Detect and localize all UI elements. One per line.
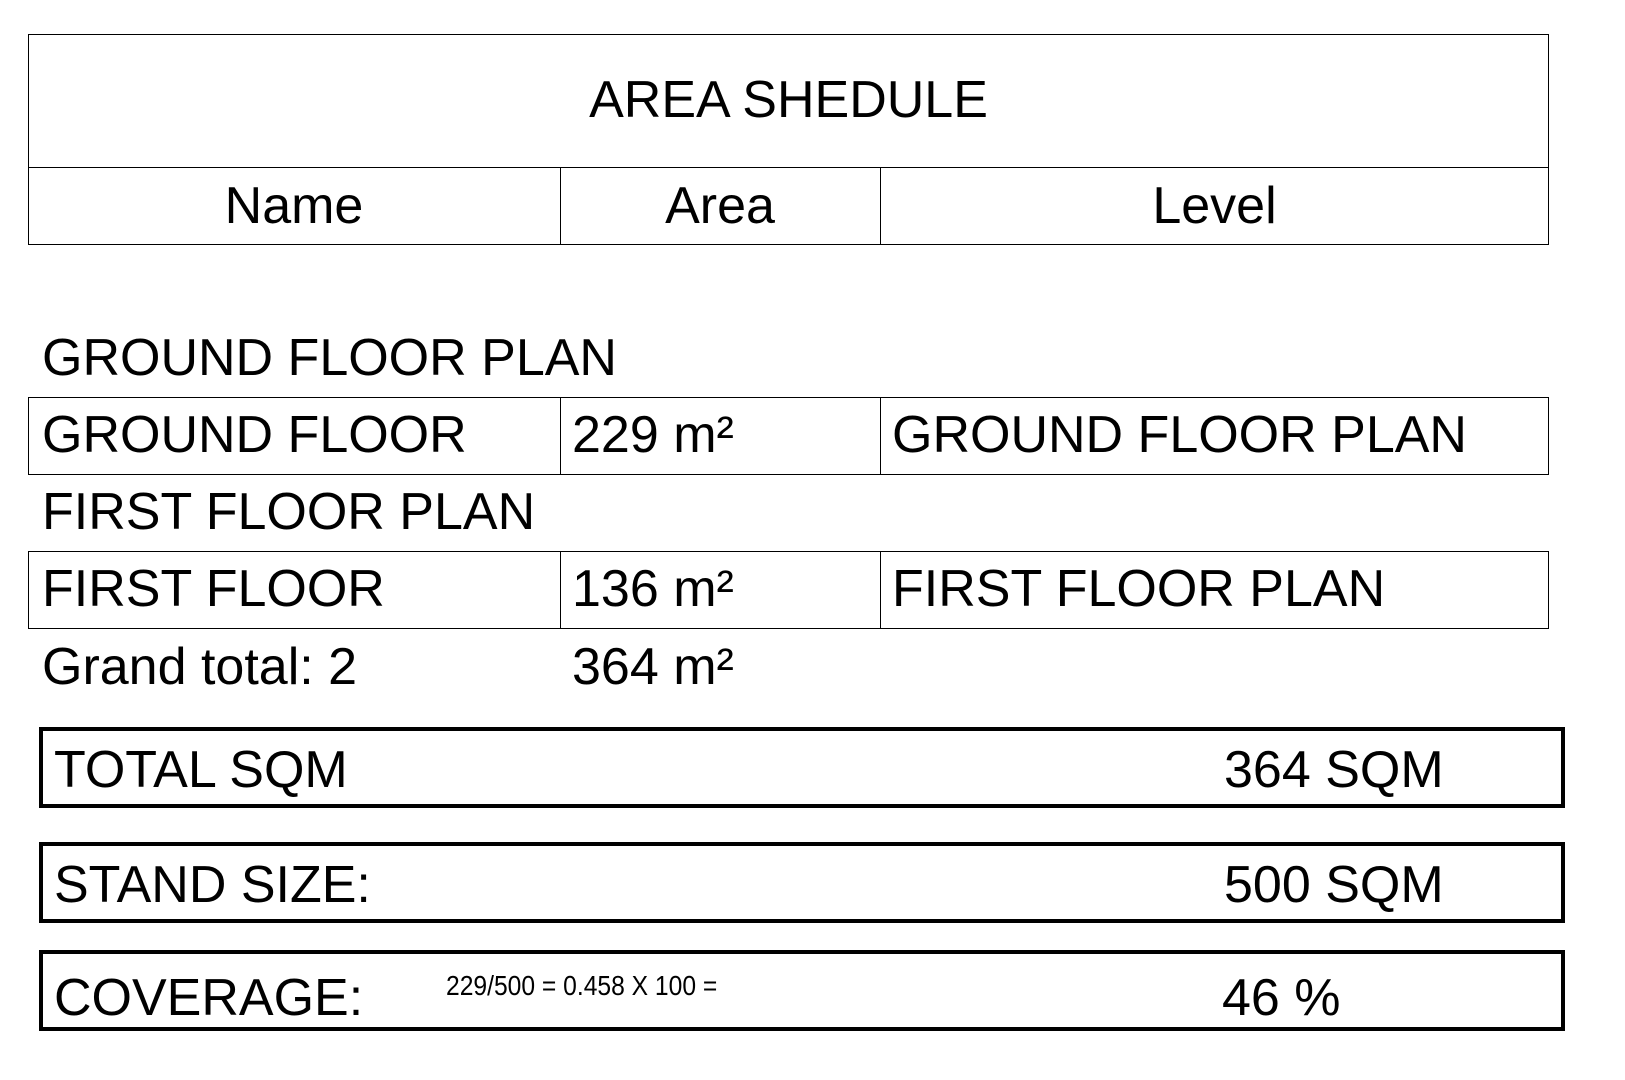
cell-ground-area: 229 m² — [572, 406, 734, 464]
total-sqm-label: TOTAL SQM — [54, 741, 348, 799]
row-ground-divider-2 — [880, 397, 881, 475]
coverage-value: 46 % — [1222, 969, 1341, 1027]
cell-first-level: FIRST FLOOR PLAN — [892, 560, 1386, 618]
row-first-divider-1 — [560, 551, 561, 629]
cell-first-area: 136 m² — [572, 560, 734, 618]
title-divider — [28, 167, 1549, 168]
total-sqm-value: 364 SQM — [1224, 741, 1444, 799]
schedule-title: AREA SHEDULE — [589, 71, 988, 129]
stand-size-value: 500 SQM — [1224, 856, 1444, 914]
cell-ground-level: GROUND FLOOR PLAN — [892, 406, 1467, 464]
coverage-label: COVERAGE: — [54, 969, 364, 1027]
column-header-name: Name — [224, 177, 364, 235]
row-first-divider-2 — [880, 551, 881, 629]
row-ground-divider-1 — [560, 397, 561, 475]
stand-size-label: STAND SIZE: — [54, 856, 371, 914]
coverage-formula: 229/500 = 0.458 X 100 = — [446, 970, 718, 1001]
grand-total-area: 364 m² — [572, 638, 734, 696]
group-heading-ground: GROUND FLOOR PLAN — [42, 329, 617, 387]
cell-first-name: FIRST FLOOR — [42, 560, 385, 618]
column-header-level: Level — [1152, 177, 1277, 235]
column-header-area: Area — [665, 177, 775, 235]
group-heading-first: FIRST FLOOR PLAN — [42, 483, 536, 541]
cell-ground-name: GROUND FLOOR — [42, 406, 467, 464]
grand-total-label: Grand total: 2 — [42, 638, 358, 696]
